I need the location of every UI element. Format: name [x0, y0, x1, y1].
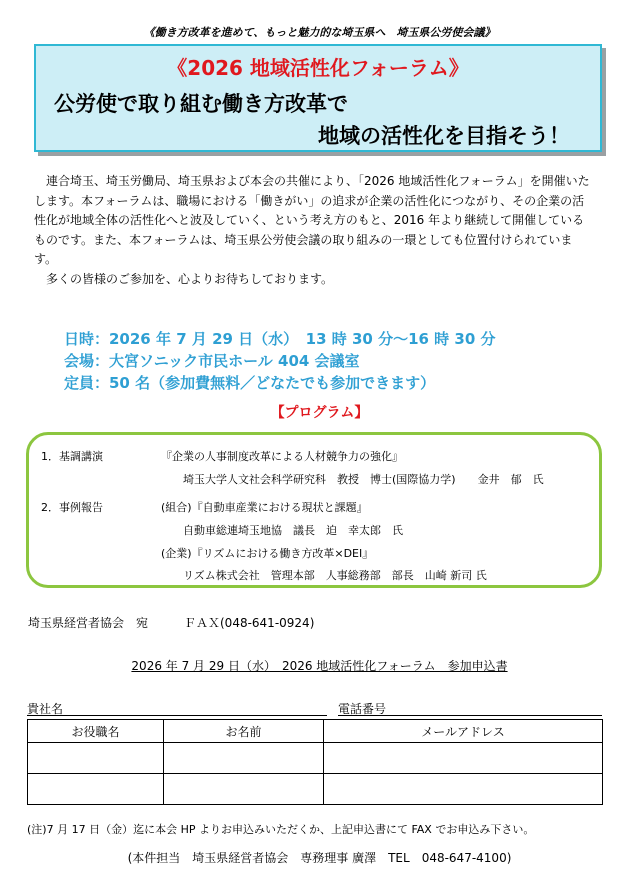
event-capacity: 定員：50 名（参加費無料／どなたでも参加できます）: [64, 374, 436, 392]
program-heading: 【プログラム】: [270, 405, 369, 421]
phone-label: 電話番号: [338, 702, 387, 716]
reports-label: 2．事例報告: [41, 501, 103, 514]
table-row: [28, 743, 603, 774]
phone-field-line: [338, 715, 602, 716]
keynote-label: 1．基調講演: [41, 450, 103, 463]
event-datetime: 日時：2026 年 7 月 29 日（水） 13 時 30 分～16 時 30 分: [64, 330, 496, 348]
program-box: [26, 432, 602, 588]
report-1-title: (組合)『自動車産業における現状と課題』: [161, 501, 368, 514]
deadline-note: (注)7 月 17 日（金）迄に本会 HP よりお申込みいただくか、上記申込書にて FAX でお申込み下さい。: [27, 823, 535, 836]
keynote-speaker: 埼玉大学人文社会科学研究科 教授 博士(国際協力学) 金井 郁 氏: [183, 473, 544, 486]
email-cell[interactable]: [324, 743, 603, 774]
report-2-title: (企業)『リズムにおける働き方改革×DEI』: [161, 547, 374, 560]
report-1-speaker: 自動車総連埼玉地協 議長 迫 幸太郎 氏: [183, 524, 403, 537]
contact-info: (本件担当 埼玉県経営者協会 専務理事 廣澤 TEL 048-647-4100): [127, 851, 512, 865]
event-venue: 会場：大宮ソニック市民ホール 404 会議室: [64, 352, 360, 370]
column-header-email: メールアドレス: [324, 720, 603, 743]
forum-title: 《2026 地域活性化フォーラム》: [167, 56, 469, 80]
company-label: 貴社名: [27, 702, 64, 716]
fax-destination: 埼玉県経営者協会 宛 ＦＡＸ(048-641-0924): [28, 616, 315, 630]
company-field-line: [27, 715, 327, 716]
header-tagline: 《働き方改革を進めて、もっと魅力的な埼玉県へ 埼玉県公労使会議》: [143, 26, 496, 39]
column-header-position: お役職名: [28, 720, 164, 743]
intro-paragraph-1: 連合埼玉、埼玉労働局、埼玉県および本会の共催により、「2026 地域活性化フォーラム」を開催いたします。本フォーラムは、職場における「働きがい」の追求が企業の活性化につながり、その企業の活性化が地域全体の活性化へと波及していく、という考え方のもと、2016 年より継続して開催しているものです。また、本フォーラムは、埼玉県公労使会議の取り組みの一環としても位置付けられています。: [34, 174, 590, 266]
forum-subtitle-line2: 地域の活性化を目指そう！: [318, 124, 570, 148]
position-cell[interactable]: [28, 743, 164, 774]
name-cell[interactable]: [164, 743, 324, 774]
name-cell[interactable]: [164, 774, 324, 805]
report-2-speaker: リズム株式会社 管理本部 人事総務部 部長 山崎 新司 氏: [183, 569, 487, 582]
forum-subtitle-line1: 公労使で取り組む働き方改革で: [54, 92, 348, 116]
table-row: [28, 774, 603, 805]
title-banner: [34, 44, 602, 152]
application-table: [27, 719, 603, 805]
column-header-name: お名前: [164, 720, 324, 743]
email-cell[interactable]: [324, 774, 603, 805]
keynote-title: 『企業の人事制度改革による人材競争力の強化』: [161, 450, 403, 463]
form-title: 2026 年 7 月 29 日（水） 2026 地域活性化フォーラム 参加申込書: [131, 659, 508, 673]
intro-text: [34, 172, 594, 289]
position-cell[interactable]: [28, 774, 164, 805]
intro-paragraph-2: 多くの皆様のご参加を、心よりお待ちしております。: [46, 271, 334, 286]
